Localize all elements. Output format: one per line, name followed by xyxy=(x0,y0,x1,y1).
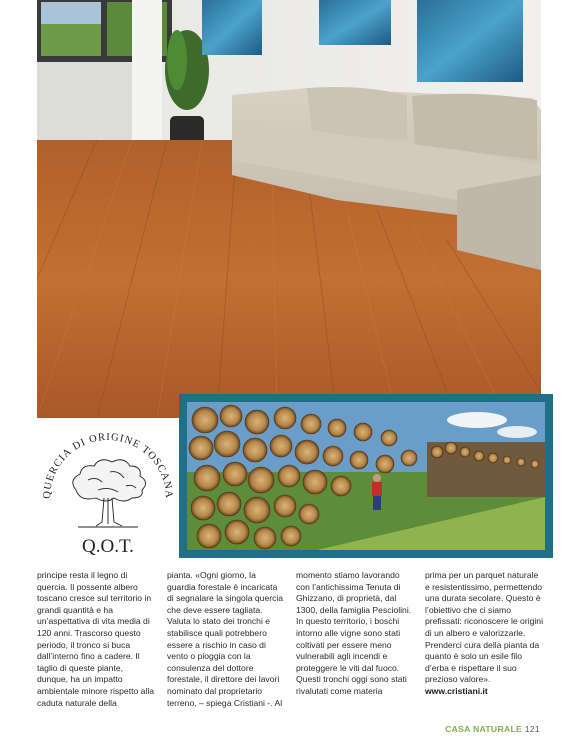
article-paragraph: principe resta il legno di quercia. Il possente albero toscano cresce sul territorio in grandi quantità e ha un’aspettativa di vita media di 120 anni. Trascorso questo periodo, il tronco si buca dall’interno fino a cadere. Il taglio di queste piante, dunque, ha un impatto ambientale minore rispetto alla caduta naturale della xyxy=(37,570,155,708)
logs-photo-frame xyxy=(179,394,553,558)
article-column-2 xyxy=(167,570,285,709)
page-footer xyxy=(445,724,540,734)
article-paragraph: prima per un parquet naturale e resistentissimo, permettendo una durata secolare. Questo è l’obiettivo che ci siamo prefissati: riconoscere le origini di un albero e valorizzarle. Prenderci cura della pianta da quanto è solo un esile filo d’erba e rispettare il suo prezioso valore». xyxy=(425,570,543,685)
article-paragraph: momento stiamo lavorando con l’antichissima Tenuta di Ghizzano, di proprietà, dal 1300, della famiglia Pesciolini. In questo territorio, i boschi intorno alle vigne sono stati coltivati per essere meno vulnerabili agli incendi e proteggere le viti dal fuoco. Questi tronchi oggi sono stati rivalutati come materia xyxy=(296,570,412,696)
website-link[interactable]: www.cristiani.it xyxy=(425,685,488,696)
person-figure xyxy=(372,474,382,510)
article-column-3 xyxy=(296,570,414,698)
magazine-name: CASA NATURALE xyxy=(445,724,523,734)
article-paragraph: pianta. «Ogni giorno, la guardia forestale è incaricata di segnalare la singola quercia che deve essere tagliata. Valuta lo stato dei tronchi e stabilisce quali potrebbero essere a rischio in caso di vento o pioggia con la consulenza del dottore forestale, il direttore dei lavori nominato dal proprietario terreno, – spiega Cristiani -. Al xyxy=(167,570,284,708)
article-body xyxy=(37,570,541,720)
seal-arc-text: QUERCIA DI ORIGINE TOSCANA xyxy=(41,431,175,500)
qot-seal-logo xyxy=(38,428,178,558)
logs-photo xyxy=(187,402,545,550)
seal-abbreviation: Q.O.T. xyxy=(82,536,134,557)
oak-tree-icon xyxy=(73,460,146,527)
interior-photo xyxy=(37,0,541,418)
page-number: 121 xyxy=(524,724,540,734)
article-column-1 xyxy=(37,570,155,709)
article-column-4 xyxy=(425,570,543,698)
